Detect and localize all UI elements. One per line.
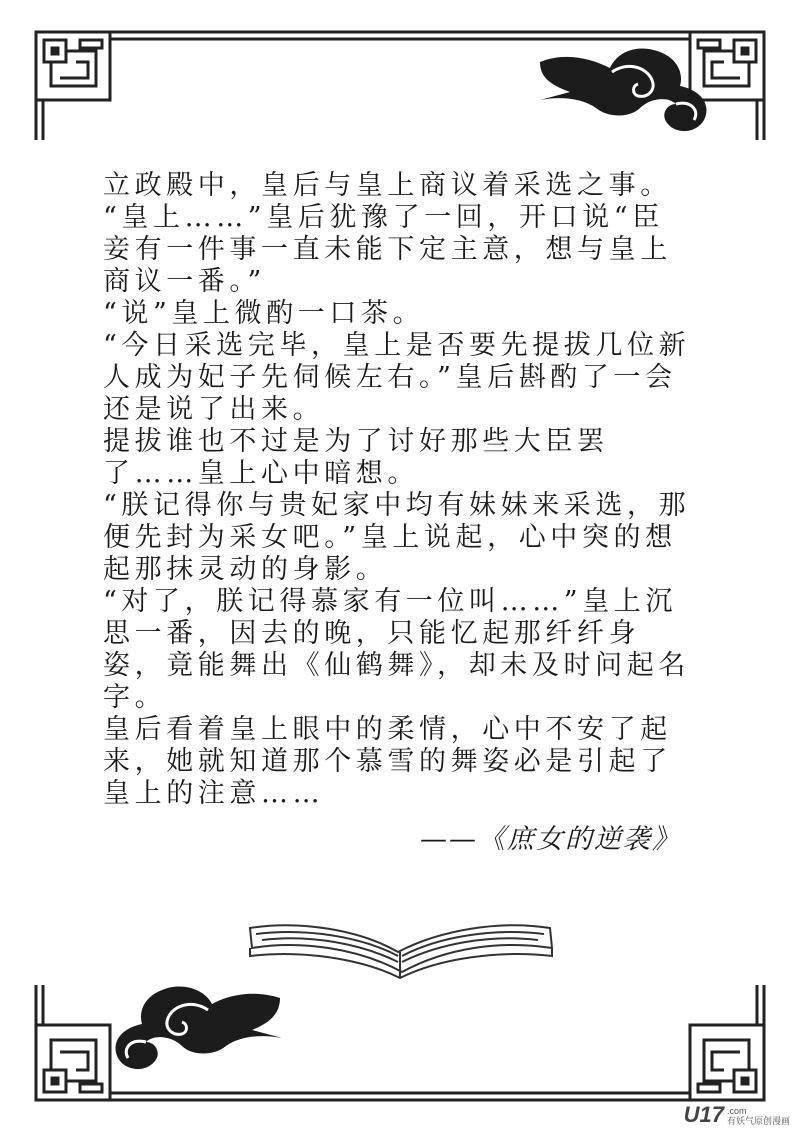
corner-knot-bottom-left xyxy=(36,1025,110,1100)
paragraph: 立政殿中，皇后与皇上商议着采选之事。 xyxy=(103,170,672,201)
article-body xyxy=(103,170,693,810)
paragraph: “皇上……”皇后犹豫了一回，开口说“臣妾有一件事一直未能下定主意，想与皇上商议一番。” xyxy=(103,202,672,297)
paragraph: “对了，朕记得慕家有一位叫……”皇上沉思一番，因去的晚，只能忆起那纤纤身姿，竟能舞出《仙鹤舞》，却未及时问起名字。 xyxy=(103,586,690,713)
paragraph: “朕记得你与贵妃家中均有妹妹来采选，那便先封为采女吧。”皇上说起，心中突的想起那抹灵动的身影。 xyxy=(103,490,691,585)
corner-knot-top-left xyxy=(36,32,110,100)
cloud-bottom-left xyxy=(115,986,282,1069)
corner-knot-bottom-right xyxy=(690,1025,764,1100)
watermark-sub xyxy=(727,1106,790,1126)
site-watermark xyxy=(684,1098,790,1126)
source-citation: ——《庶女的逆袭》 xyxy=(420,824,681,855)
paragraph: “今日采选完毕，皇上是否要先提拔几位新人成为妃子先伺候左右。”皇后斟酌了一会还是说了出来。 xyxy=(103,330,691,425)
open-book-icon xyxy=(250,925,552,978)
cloud-top-right xyxy=(540,49,707,132)
watermark-domain: .com xyxy=(726,1106,747,1116)
paragraph: “说”皇上微酌一口茶。 xyxy=(103,298,425,329)
corner-knot-top-right xyxy=(690,32,764,100)
watermark-slogan: 有妖气原创漫画 xyxy=(726,1116,790,1126)
paragraph: 提拔谁也不过是为了讨好那些大臣罢了……皇上心中暗想。 xyxy=(103,426,609,489)
paragraph: 皇后看着皇上眼中的柔情，心中不安了起来，她就知道那个慕雪的舞姿必是引起了皇上的注意…… xyxy=(103,714,672,809)
watermark-logo: U17 xyxy=(683,1102,724,1127)
